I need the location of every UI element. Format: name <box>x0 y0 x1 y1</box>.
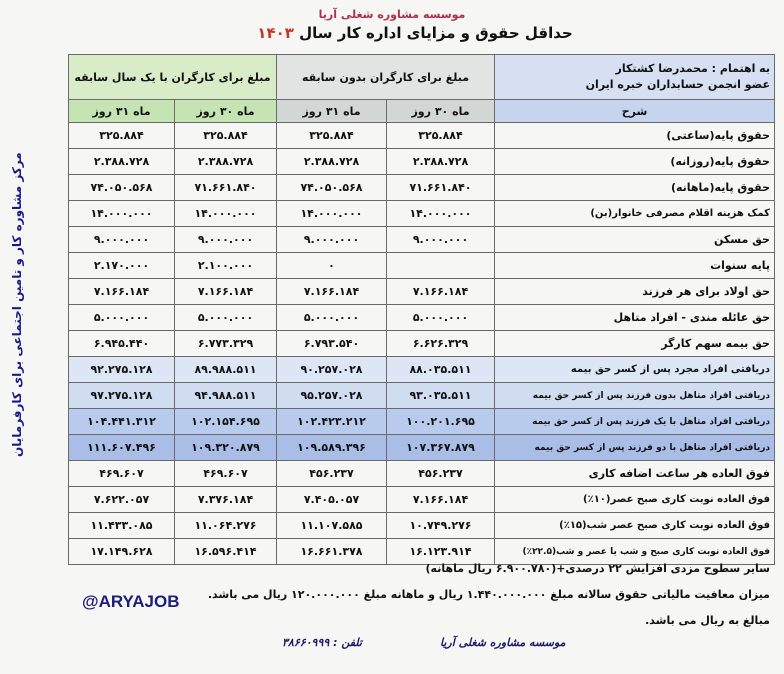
cell-without-30: ۹.۰۰۰.۰۰۰ <box>387 227 495 253</box>
cell-with-30: ۹.۰۰۰.۰۰۰ <box>175 227 277 253</box>
table-row <box>69 253 775 279</box>
table-row <box>69 175 775 201</box>
cell-with-31: ۱۰۴.۴۴۱.۳۱۲ <box>69 409 175 435</box>
row-label: حق بیمه سهم کارگر <box>495 331 775 357</box>
cell-without-30: ۷.۱۶۶.۱۸۴ <box>387 487 495 513</box>
cell-without-30: ۱۴.۰۰۰.۰۰۰ <box>387 201 495 227</box>
subheader-with-31: ماه ۳۱ روز <box>69 100 175 123</box>
cell-without-30: ۳۲۵.۸۸۴ <box>387 123 495 149</box>
row-label: پایه سنوات <box>495 253 775 279</box>
cell-without-31: ۷.۴۰۵.۰۵۷ <box>277 487 387 513</box>
cell-with-30: ۶.۷۷۳.۳۲۹ <box>175 331 277 357</box>
cell-without-31: ۶.۷۹۳.۵۴۰ <box>277 331 387 357</box>
cell-without-30: ۲.۳۸۸.۷۲۸ <box>387 149 495 175</box>
title-text: حداقل حقوق و مزایای اداره کار سال <box>299 24 573 42</box>
table-row <box>69 305 775 331</box>
cell-with-30: ۱۶.۵۹۶.۴۱۴ <box>175 539 277 565</box>
footer-note-wage-levels: سایر سطوح مزدی افزایش ۲۲ درصدی+(۶.۹۰۰.۷۸۰ ریال ماهانه) <box>425 562 770 575</box>
cell-with-30: ۵.۰۰۰.۰۰۰ <box>175 305 277 331</box>
cell-with-31: ۳۲۵.۸۸۴ <box>69 123 175 149</box>
cell-with-30: ۷.۱۶۶.۱۸۴ <box>175 279 277 305</box>
table-row <box>69 461 775 487</box>
cell-without-30: ۹۳.۰۳۵.۵۱۱ <box>387 383 495 409</box>
cell-without-31: ۹.۰۰۰.۰۰۰ <box>277 227 387 253</box>
table-row <box>69 539 775 565</box>
salary-table <box>68 54 775 565</box>
table-row <box>69 201 775 227</box>
cell-with-31: ۲.۱۷۰.۰۰۰ <box>69 253 175 279</box>
cell-without-30: ۴۵۶.۲۳۷ <box>387 461 495 487</box>
description-header: شرح <box>495 100 775 123</box>
cell-without-31: ۰ <box>277 253 387 279</box>
cell-without-31: ۱۶.۶۶۱.۳۷۸ <box>277 539 387 565</box>
table-row-highlight <box>69 383 775 409</box>
cell-with-31: ۵.۰۰۰.۰۰۰ <box>69 305 175 331</box>
cell-without-31: ۱۰۹.۵۸۹.۳۹۶ <box>277 435 387 461</box>
table-header-row <box>69 55 775 100</box>
table-row <box>69 487 775 513</box>
cell-with-30: ۸۹.۹۸۸.۵۱۱ <box>175 357 277 383</box>
cell-with-31: ۹۲.۲۷۵.۱۲۸ <box>69 357 175 383</box>
cell-without-31: ۴۵۶.۲۳۷ <box>277 461 387 487</box>
cell-with-31: ۹۷.۲۷۵.۱۲۸ <box>69 383 175 409</box>
cell-without-31: ۱۰۲.۴۲۳.۲۱۲ <box>277 409 387 435</box>
cell-without-30: ۶.۶۲۶.۳۲۹ <box>387 331 495 357</box>
cell-with-31: ۹.۰۰۰.۰۰۰ <box>69 227 175 253</box>
author-line: به اهتمام : محمدرضا کشتکار <box>615 62 770 75</box>
row-label: فوق العاده نوبت کاری صبح و شب یا عصر و شب(۲۲.۵٪) <box>495 539 775 565</box>
side-caption: مرکز مشاوره کار و تامین اجتماعی برای کارفرمایان <box>10 152 24 458</box>
row-label: حق عائله مندی - افراد متاهل <box>495 305 775 331</box>
footer-note-tax-exemption: میزان معافیت مالیاتی حقوق سالانه مبلغ ۱.۴۴۰.۰۰۰.۰۰۰ ریال و ماهانه مبلغ ۱۲۰.۰۰۰.۰۰۰ ریال می باشد. <box>207 588 770 601</box>
table-row-highlight <box>69 409 775 435</box>
cell-with-31: ۱۱.۴۳۳.۰۸۵ <box>69 513 175 539</box>
row-label: دریافتی افراد متاهل با دو فرزند پس از کسر حق بیمه <box>495 435 775 461</box>
cell-with-31: ۱۷.۱۴۹.۶۲۸ <box>69 539 175 565</box>
cell-without-31: ۲.۳۸۸.۷۲۸ <box>277 149 387 175</box>
cell-with-31: ۱۱۱.۶۰۷.۴۹۶ <box>69 435 175 461</box>
table-row <box>69 227 775 253</box>
cell-with-30: ۷۱.۶۶۱.۸۴۰ <box>175 175 277 201</box>
author-affiliation: عضو انجمن حسابداران خبره ایران <box>585 78 770 91</box>
group-header-without-experience: مبلغ برای کارگران بدون سابقه <box>277 55 495 100</box>
cell-without-31: ۵.۰۰۰.۰۰۰ <box>277 305 387 331</box>
row-label: حقوق پایه(ساعتی) <box>495 123 775 149</box>
org-signature: موسسه مشاوره شغلی آریا <box>440 636 566 649</box>
row-label: حقوق پایه(روزانه) <box>495 149 775 175</box>
cell-with-30: ۳۲۵.۸۸۴ <box>175 123 277 149</box>
page-title <box>250 24 580 42</box>
cell-without-31: ۷۴.۰۵۰.۵۶۸ <box>277 175 387 201</box>
cell-without-30: ۷۱.۶۶۱.۸۴۰ <box>387 175 495 201</box>
cell-without-30: ۷.۱۶۶.۱۸۴ <box>387 279 495 305</box>
author-cell <box>495 55 775 100</box>
group-header-with-experience: مبلغ برای کارگران با یک سال سابقه <box>69 55 277 100</box>
phone-number: تلفن : ۳۸۶۶۰۹۹۹ <box>282 636 362 649</box>
cell-with-30: ۹۴.۹۸۸.۵۱۱ <box>175 383 277 409</box>
subheader-with-30: ماه ۳۰ روز <box>175 100 277 123</box>
cell-without-31: ۱۴.۰۰۰.۰۰۰ <box>277 201 387 227</box>
table-row-highlight <box>69 435 775 461</box>
cell-with-30: ۲.۱۰۰.۰۰۰ <box>175 253 277 279</box>
table-row-highlight <box>69 357 775 383</box>
cell-with-30: ۱۰۲.۱۵۴.۶۹۵ <box>175 409 277 435</box>
row-label: دریافتی افراد متاهل با یک فرزند پس از کسر حق بیمه <box>495 409 775 435</box>
cell-without-31: ۹۰.۲۵۷.۰۲۸ <box>277 357 387 383</box>
cell-with-30: ۴۶۹.۶۰۷ <box>175 461 277 487</box>
title-year: ۱۴۰۳ <box>257 24 294 42</box>
table-row <box>69 149 775 175</box>
cell-without-30 <box>387 253 495 279</box>
cell-with-31: ۲.۳۸۸.۷۲۸ <box>69 149 175 175</box>
row-label: فوق العاده نوبت کاری صبح عصر(۱۰٪) <box>495 487 775 513</box>
row-label: حق اولاد برای هر فرزند <box>495 279 775 305</box>
cell-without-30: ۵.۰۰۰.۰۰۰ <box>387 305 495 331</box>
cell-with-30: ۲.۳۸۸.۷۲۸ <box>175 149 277 175</box>
cell-with-31: ۴۶۹.۶۰۷ <box>69 461 175 487</box>
cell-without-30: ۱۰۷.۳۶۷.۸۷۹ <box>387 435 495 461</box>
table-subheader-row <box>69 100 775 123</box>
cell-without-31: ۱۱.۱۰۷.۵۸۵ <box>277 513 387 539</box>
row-label: فوق العاده هر ساعت اضافه کاری <box>495 461 775 487</box>
cell-without-31: ۹۵.۲۵۷.۰۲۸ <box>277 383 387 409</box>
org-name: موسسه مشاوره شغلی آریا <box>318 8 466 21</box>
row-label: کمک هزینه اقلام مصرفی خانوار(بن) <box>495 201 775 227</box>
row-label: دریافتی افراد مجرد پس از کسر حق بیمه <box>495 357 775 383</box>
cell-without-30: ۱۰.۷۴۹.۲۷۶ <box>387 513 495 539</box>
cell-with-30: ۱۴.۰۰۰.۰۰۰ <box>175 201 277 227</box>
cell-without-31: ۷.۱۶۶.۱۸۴ <box>277 279 387 305</box>
row-label: حقوق پایه(ماهانه) <box>495 175 775 201</box>
row-label: حق مسکن <box>495 227 775 253</box>
cell-with-31: ۷.۱۶۶.۱۸۴ <box>69 279 175 305</box>
table-row <box>69 123 775 149</box>
table-row <box>69 331 775 357</box>
cell-with-31: ۷.۶۲۲.۰۵۷ <box>69 487 175 513</box>
subheader-without-30: ماه ۳۰ روز <box>387 100 495 123</box>
cell-without-30: ۱۶.۱۲۳.۹۱۴ <box>387 539 495 565</box>
cell-with-31: ۱۴.۰۰۰.۰۰۰ <box>69 201 175 227</box>
footer-note-currency: مبالغ به ریال می باشد. <box>645 614 770 627</box>
cell-with-30: ۷.۳۷۶.۱۸۴ <box>175 487 277 513</box>
social-handle: @ARYAJOB <box>82 592 180 611</box>
cell-without-30: ۱۰۰.۲۰۱.۶۹۵ <box>387 409 495 435</box>
cell-with-30: ۱۱.۰۶۴.۲۷۶ <box>175 513 277 539</box>
table-row <box>69 513 775 539</box>
row-label: دریافتی افراد متاهل بدون فرزند پس از کسر حق بیمه <box>495 383 775 409</box>
cell-without-31: ۳۲۵.۸۸۴ <box>277 123 387 149</box>
cell-with-30: ۱۰۹.۳۲۰.۸۷۹ <box>175 435 277 461</box>
cell-without-30: ۸۸.۰۳۵.۵۱۱ <box>387 357 495 383</box>
subheader-without-31: ماه ۳۱ روز <box>277 100 387 123</box>
cell-with-31: ۶.۹۴۵.۴۴۰ <box>69 331 175 357</box>
table-row <box>69 279 775 305</box>
row-label: فوق العاده نوبت کاری صبح عصر شب(۱۵٪) <box>495 513 775 539</box>
cell-with-31: ۷۴.۰۵۰.۵۶۸ <box>69 175 175 201</box>
